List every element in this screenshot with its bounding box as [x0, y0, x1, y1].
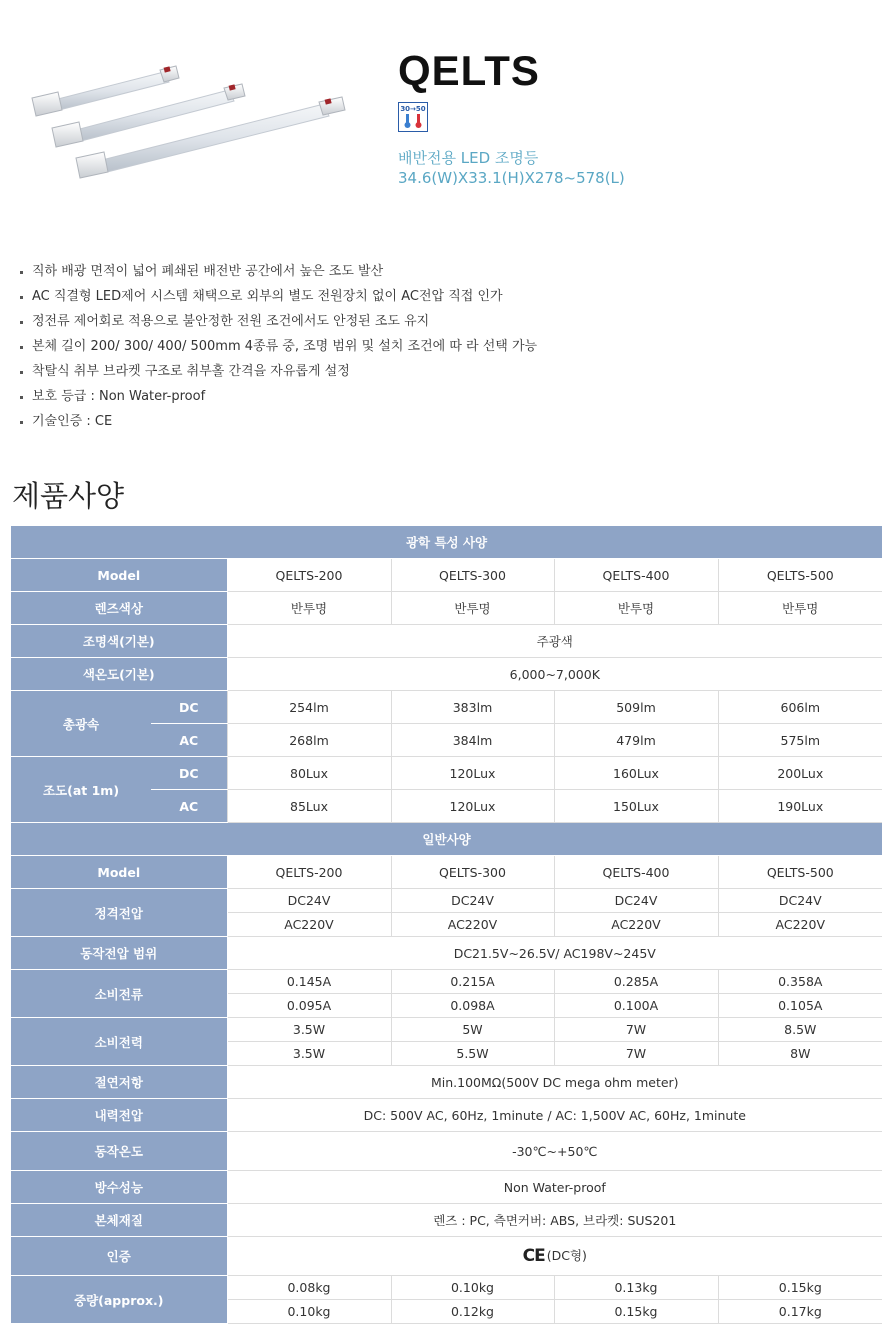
- feature-item: 착탈식 취부 브라켓 구조로 취부홀 간격을 자유롭게 설정: [20, 362, 537, 387]
- table-cell: 5.5W: [391, 1042, 554, 1066]
- table-cell: 384lm: [391, 724, 554, 757]
- table-cell: 80Lux: [227, 757, 391, 790]
- table-cell: 반투명: [554, 592, 718, 625]
- table-cell: DC24V: [227, 889, 391, 913]
- bullet-icon: [20, 321, 23, 324]
- table-cell: DC24V: [718, 889, 882, 913]
- table-cell: 0.12kg: [391, 1300, 554, 1324]
- table-cell: 0.13kg: [554, 1276, 718, 1300]
- sub-label-ac: AC: [151, 724, 227, 757]
- table-cell: 200Lux: [718, 757, 882, 790]
- feature-item: AC 직결형 LED제어 시스템 채택으로 외부의 별도 전원장치 없이 AC전압 직접 인가: [20, 287, 537, 312]
- sub-label-dc: DC: [151, 691, 227, 724]
- product-title: QELTS: [398, 47, 540, 94]
- table-cell: 383lm: [391, 691, 554, 724]
- table-cell: QELTS-500: [718, 856, 882, 889]
- row-label-model: Model: [11, 559, 227, 592]
- bullet-icon: [20, 296, 23, 299]
- table-cell: QELTS-300: [391, 856, 554, 889]
- table-cell: 160Lux: [554, 757, 718, 790]
- row-label-power: 소비전력: [11, 1018, 227, 1066]
- table-cell: 반투명: [391, 592, 554, 625]
- row-label-luminous-flux: 총광속: [11, 691, 151, 757]
- row-label-current: 소비전류: [11, 970, 227, 1018]
- row-label-material: 본체재질: [11, 1204, 227, 1237]
- table-cell: 0.105A: [718, 994, 882, 1018]
- table-cell: DC: 500V AC, 60Hz, 1minute / AC: 1,500V AC, 60Hz, 1minute: [227, 1099, 882, 1132]
- row-label-insulation: 절연저항: [11, 1066, 227, 1099]
- sub-label-ac: AC: [151, 790, 227, 823]
- table-cell: DC24V: [554, 889, 718, 913]
- table-cell: QELTS-400: [554, 856, 718, 889]
- feature-item: 보호 등급 : Non Water-proof: [20, 387, 537, 412]
- table-cell: QELTS-400: [554, 559, 718, 592]
- row-label-model: Model: [11, 856, 227, 889]
- table-cell: AC220V: [391, 913, 554, 937]
- spec-heading: 제품사양: [12, 479, 125, 513]
- product-dimensions: 34.6(W)X33.1(H)X278~578(L): [398, 169, 625, 187]
- cert-note: (DC형): [546, 1248, 587, 1263]
- section-title-optical: 광학 특성 사양: [11, 526, 882, 559]
- table-cell: 120Lux: [391, 757, 554, 790]
- table-cell: 0.10kg: [227, 1300, 391, 1324]
- row-label-operating-temp: 동작온도: [11, 1132, 227, 1171]
- table-cell: 509lm: [554, 691, 718, 724]
- table-cell: 0.145A: [227, 970, 391, 994]
- temperature-range-icon: [398, 102, 428, 132]
- spec-table: [11, 526, 882, 1324]
- table-cell: 0.15kg: [554, 1300, 718, 1324]
- bullet-icon: [20, 346, 23, 349]
- table-cell: 0.15kg: [718, 1276, 882, 1300]
- table-cell: Min.100MΩ(500V DC mega ohm meter): [227, 1066, 882, 1099]
- table-cell: 120Lux: [391, 790, 554, 823]
- table-cell: 7W: [554, 1018, 718, 1042]
- table-cell: Non Water-proof: [227, 1171, 882, 1204]
- table-cell: QELTS-300: [391, 559, 554, 592]
- ce-mark-icon: CE: [522, 1246, 545, 1266]
- table-cell: 0.215A: [391, 970, 554, 994]
- table-cell: AC220V: [718, 913, 882, 937]
- table-cell: DC21.5V~26.5V/ AC198V~245V: [227, 937, 882, 970]
- svg-text:30→50: 30→50: [400, 105, 426, 113]
- feature-list: [20, 262, 537, 437]
- feature-item: 본체 길이 200/ 300/ 400/ 500mm 4종류 중, 조명 범위 및 설치 조건에 따 라 선택 가능: [20, 337, 537, 362]
- table-cell: QELTS-500: [718, 559, 882, 592]
- table-cell: 150Lux: [554, 790, 718, 823]
- table-cell: 반투명: [227, 592, 391, 625]
- table-cell: 268lm: [227, 724, 391, 757]
- table-cell: -30℃~+50℃: [227, 1132, 882, 1171]
- row-label-illuminance: 조도(at 1m): [11, 757, 151, 823]
- table-cell: 7W: [554, 1042, 718, 1066]
- table-cell: 0.285A: [554, 970, 718, 994]
- table-cell: QELTS-200: [227, 559, 391, 592]
- feature-item: 정전류 제어회로 적용으로 불안정한 전원 조건에서도 안정된 조도 유지: [20, 312, 537, 337]
- table-cell: 575lm: [718, 724, 882, 757]
- sub-label-dc: DC: [151, 757, 227, 790]
- table-cell: 8.5W: [718, 1018, 882, 1042]
- table-cell: AC220V: [554, 913, 718, 937]
- feature-item: 직하 배광 면적이 넓어 폐쇄된 배전반 공간에서 높은 조도 발산: [20, 262, 537, 287]
- table-cell: 6,000~7,000K: [227, 658, 882, 691]
- table-cell: 3.5W: [227, 1018, 391, 1042]
- bullet-icon: [20, 271, 23, 274]
- row-label-certification: 인증: [11, 1237, 227, 1276]
- row-label-weight: 중량(approx.): [11, 1276, 227, 1324]
- bullet-icon: [20, 371, 23, 374]
- table-cell: 0.100A: [554, 994, 718, 1018]
- table-cell: DC24V: [391, 889, 554, 913]
- certification-cell: [227, 1237, 882, 1276]
- lamp-long: [76, 97, 345, 178]
- table-cell: 254lm: [227, 691, 391, 724]
- table-cell: 8W: [718, 1042, 882, 1066]
- product-header: [0, 0, 887, 240]
- table-cell: 3.5W: [227, 1042, 391, 1066]
- row-label-waterproof: 방수성능: [11, 1171, 227, 1204]
- table-cell: 5W: [391, 1018, 554, 1042]
- table-cell: 479lm: [554, 724, 718, 757]
- product-description: 배반전용 LED 조명등: [398, 149, 539, 167]
- section-title-general: 일반사양: [11, 823, 882, 856]
- row-label-color-temp: 색온도(기본): [11, 658, 227, 691]
- bullet-icon: [20, 421, 23, 424]
- table-cell: 0.098A: [391, 994, 554, 1018]
- table-cell: 0.08kg: [227, 1276, 391, 1300]
- row-label-withstand-voltage: 내력전압: [11, 1099, 227, 1132]
- product-subtitle: [398, 148, 625, 188]
- table-cell: 0.358A: [718, 970, 882, 994]
- table-cell: 190Lux: [718, 790, 882, 823]
- table-cell: 반투명: [718, 592, 882, 625]
- table-cell: AC220V: [227, 913, 391, 937]
- table-cell: 0.10kg: [391, 1276, 554, 1300]
- table-cell: 0.095A: [227, 994, 391, 1018]
- feature-item: 기술인증 : CE: [20, 412, 537, 437]
- table-cell: 85Lux: [227, 790, 391, 823]
- bullet-icon: [20, 396, 23, 399]
- table-cell: 0.17kg: [718, 1300, 882, 1324]
- table-cell: QELTS-200: [227, 856, 391, 889]
- table-cell: 606lm: [718, 691, 882, 724]
- product-image: [24, 60, 364, 190]
- row-label-rated-voltage: 정격전압: [11, 889, 227, 937]
- row-label-operating-voltage: 동작전압 범위: [11, 937, 227, 970]
- table-cell: 주광색: [227, 625, 882, 658]
- row-label-light-color: 조명색(기본): [11, 625, 227, 658]
- row-label-lens-color: 렌즈색상: [11, 592, 227, 625]
- table-cell: 렌즈 : PC, 측면커버: ABS, 브라켓: SUS201: [227, 1204, 882, 1237]
